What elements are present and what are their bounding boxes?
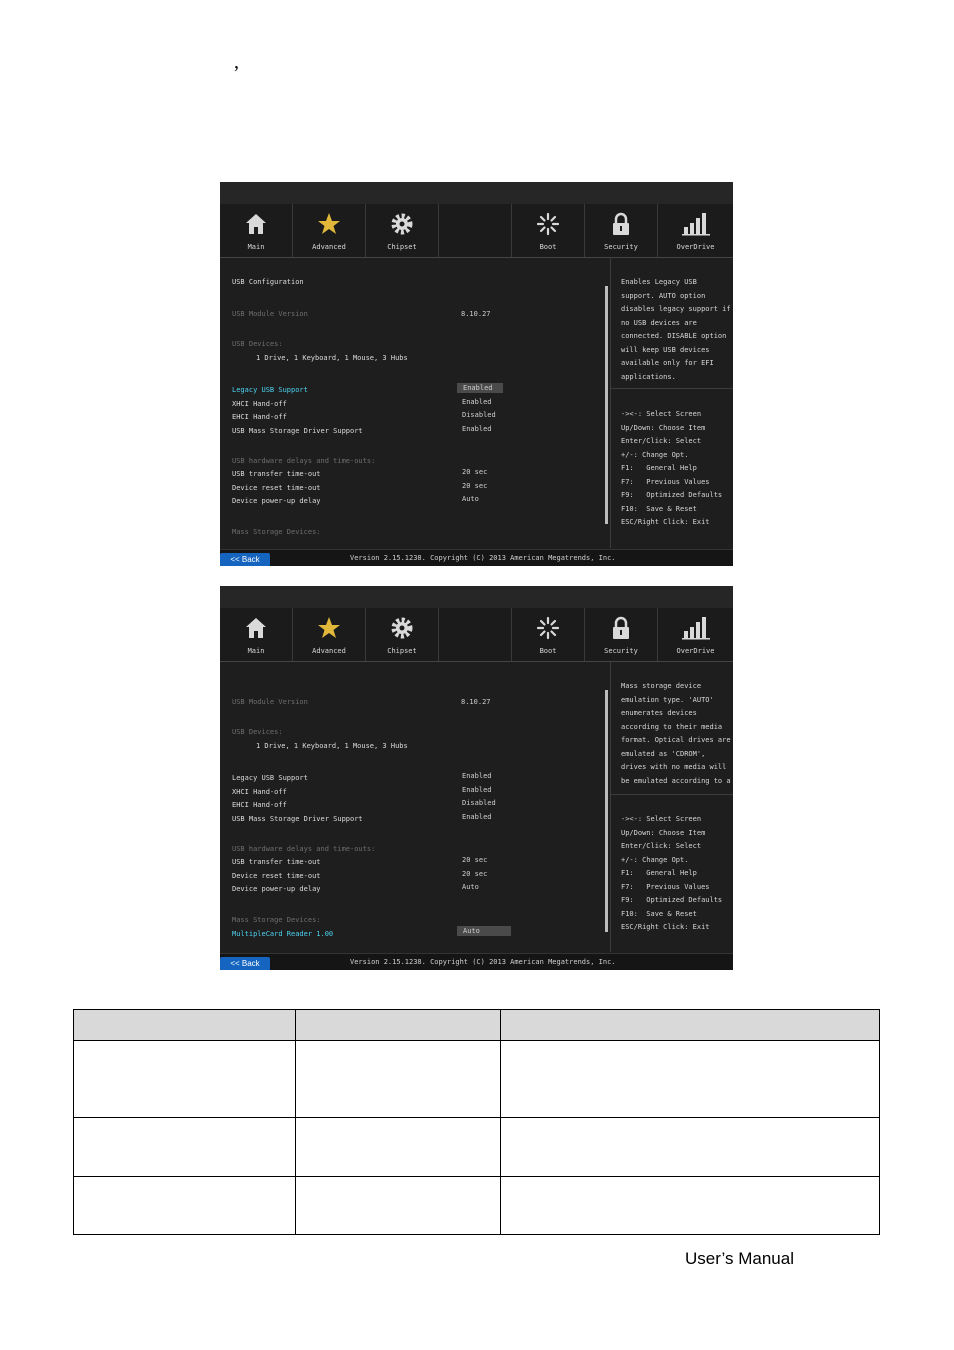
tab-security[interactable]: [585, 608, 658, 661]
tab-label: Advanced: [312, 647, 346, 655]
device-reset-timeout-option[interactable]: Device reset time-out: [232, 484, 321, 492]
mass-storage-devices-label: Mass Storage Devices:: [232, 916, 321, 924]
mass-storage-devices-label: Mass Storage Devices:: [232, 528, 321, 536]
ehci-hand-off-option[interactable]: EHCI Hand-off: [232, 801, 287, 809]
bios-screenshot-mass-storage: [220, 586, 733, 970]
ehci-hand-off-option[interactable]: EHCI Hand-off: [232, 413, 287, 421]
tab-boot[interactable]: [512, 204, 585, 257]
legacy-usb-support-option[interactable]: Legacy USB Support: [232, 386, 308, 394]
help-text: Mass storage device emulation type. 'AUTO' enumerates devices according to their media format. Optical drives are emulated as 'CDROM', drives with no media will be emulated according to a: [621, 682, 731, 785]
usb-module-version-value: 8.10.27: [461, 310, 491, 318]
usb-configuration-title: USB Configuration: [232, 278, 304, 286]
device-power-up-delay-value[interactable]: Auto: [462, 495, 479, 503]
xhci-hand-off-option[interactable]: XHCI Hand-off: [232, 788, 287, 796]
usb-delays-heading: USB hardware delays and time-outs:: [232, 845, 376, 853]
usb-devices-label: USB Devices:: [232, 340, 283, 348]
legacy-usb-support-value[interactable]: Enabled: [457, 383, 503, 393]
usb-mass-storage-driver-value[interactable]: Enabled: [462, 425, 492, 433]
device-reset-timeout-value[interactable]: 20 sec: [462, 482, 488, 490]
settings-scrollbar[interactable]: [605, 690, 608, 932]
settings-scrollbar[interactable]: [605, 286, 608, 524]
table-cell: [296, 1118, 501, 1177]
legacy-usb-support-value[interactable]: Enabled: [462, 772, 492, 780]
table-cell: [74, 1118, 296, 1177]
table-cell: [501, 1177, 880, 1235]
ehci-hand-off-value[interactable]: Disabled: [462, 799, 496, 807]
table-header-cell: [296, 1010, 501, 1041]
usb-transfer-timeout-option[interactable]: USB transfer time-out: [232, 858, 321, 866]
key-legend-item: F7: Previous Values: [621, 882, 710, 891]
bios-footer: [220, 549, 733, 566]
tab-overdrive[interactable]: [658, 608, 733, 661]
settings-description-table: [73, 1009, 880, 1235]
back-button[interactable]: << Back: [220, 553, 270, 566]
key-legend-item: -><-: Select Screen: [621, 410, 702, 418]
usb-module-version-label: USB Module Version: [232, 310, 308, 318]
usb-delays-heading: USB hardware delays and time-outs:: [232, 457, 376, 465]
key-legend-item: F9: Optimized Defaults: [621, 491, 723, 499]
usb-module-version-value: 8.10.27: [461, 698, 491, 706]
bios-settings-panel: [220, 258, 605, 548]
table-cell: [296, 1041, 501, 1118]
stray-mark: ’: [233, 62, 240, 84]
bios-top-bar: [220, 182, 733, 205]
xhci-hand-off-option[interactable]: XHCI Hand-off: [232, 400, 287, 408]
usb-transfer-timeout-value[interactable]: 20 sec: [462, 468, 488, 476]
tab-label: Chipset: [387, 243, 417, 251]
tab-empty: [439, 204, 512, 257]
tab-chipset[interactable]: [366, 204, 439, 257]
usb-transfer-timeout-option[interactable]: USB transfer time-out: [232, 470, 321, 478]
tab-label: OverDrive: [676, 647, 715, 655]
tab-chipset[interactable]: [366, 608, 439, 661]
tab-boot[interactable]: [512, 608, 585, 661]
bios-tab-bar: [220, 608, 733, 662]
usb-transfer-timeout-value[interactable]: 20 sec: [462, 856, 488, 864]
key-legend-item: Enter/Click: Select: [621, 437, 702, 445]
table-cell: [74, 1041, 296, 1118]
ehci-hand-off-value[interactable]: Disabled: [462, 411, 496, 419]
table-header-row: [74, 1010, 880, 1041]
tab-overdrive[interactable]: [658, 204, 733, 257]
bios-screenshot-usb-configuration: [220, 182, 733, 566]
table-header-cell: [501, 1010, 880, 1041]
multiple-card-reader-option[interactable]: MultipleCard Reader 1.00: [232, 930, 334, 938]
device-power-up-delay-option[interactable]: Device power-up delay: [232, 497, 321, 505]
help-text: Enables Legacy USB support. AUTO option disables legacy support if no USB devices are connected. DISABLE option will keep USB devices available only for EFI applications.: [621, 278, 731, 381]
key-legend-item: +/-: Change Opt.: [621, 450, 689, 459]
back-button[interactable]: << Back: [220, 957, 270, 970]
legacy-usb-support-option[interactable]: Legacy USB Support: [232, 774, 308, 782]
manual-footer: User’s Manual: [685, 1249, 794, 1268]
table-cell: [501, 1118, 880, 1177]
key-legend-item: F9: Optimized Defaults: [621, 896, 723, 904]
table-cell: [74, 1177, 296, 1235]
key-legend-item: F7: Previous Values: [621, 477, 710, 486]
table-cell: [501, 1041, 880, 1118]
usb-devices-value: 1 Drive, 1 Keyboard, 1 Mouse, 3 Hubs: [256, 354, 408, 362]
key-legend-item: Up/Down: Choose Item: [621, 423, 706, 432]
tab-security[interactable]: [585, 204, 658, 257]
key-legend-item: ESC/Right Click: Exit: [621, 518, 710, 526]
tab-main[interactable]: [220, 608, 293, 661]
key-legend-item: ESC/Right Click: Exit: [621, 923, 710, 931]
usb-devices-value: 1 Drive, 1 Keyboard, 1 Mouse, 3 Hubs: [256, 742, 408, 750]
version-text: Version 2.15.1238. Copyright (C) 2013 American Megatrends, Inc.: [350, 958, 616, 966]
tab-label: Boot: [539, 243, 557, 251]
tab-empty: [439, 608, 512, 661]
tab-label: OverDrive: [676, 243, 715, 251]
tab-advanced[interactable]: [293, 204, 366, 257]
xhci-hand-off-value[interactable]: Enabled: [462, 398, 492, 406]
device-reset-timeout-option[interactable]: Device reset time-out: [232, 872, 321, 880]
key-legend: [621, 408, 733, 530]
help-divider: [611, 794, 733, 795]
key-legend-item: Enter/Click: Select: [621, 842, 702, 850]
bios-help-panel: [610, 258, 733, 548]
table-cell: [296, 1177, 501, 1235]
bios-tab-bar: [220, 204, 733, 258]
usb-module-version-label: USB Module Version: [232, 698, 308, 706]
table-header-cell: [74, 1010, 296, 1041]
tab-main[interactable]: [220, 204, 293, 257]
usb-mass-storage-driver-value[interactable]: Enabled: [462, 813, 492, 821]
table-row: [74, 1118, 880, 1177]
key-legend-item: Up/Down: Choose Item: [621, 828, 706, 837]
table-row: [74, 1177, 880, 1235]
device-power-up-delay-value[interactable]: Auto: [462, 883, 479, 891]
key-legend-item: F10: Save & Reset: [621, 909, 697, 918]
multiple-card-reader-value[interactable]: Auto: [457, 926, 511, 936]
tab-label: Security: [604, 243, 638, 251]
usb-mass-storage-driver-option[interactable]: USB Mass Storage Driver Support: [232, 815, 363, 823]
bios-help-panel: [610, 662, 733, 952]
tab-label: Advanced: [312, 243, 346, 251]
device-reset-timeout-value[interactable]: 20 sec: [462, 870, 488, 878]
key-legend-item: F1: General Help: [621, 869, 697, 877]
key-legend: [621, 813, 733, 935]
table-row: [74, 1041, 880, 1118]
help-divider: [611, 388, 733, 389]
tab-label: Security: [604, 647, 638, 655]
device-power-up-delay-option[interactable]: Device power-up delay: [232, 885, 321, 893]
bios-footer: [220, 953, 733, 970]
usb-mass-storage-driver-option[interactable]: USB Mass Storage Driver Support: [232, 427, 363, 435]
tab-label: Main: [247, 243, 265, 251]
key-legend-item: +/-: Change Opt.: [621, 855, 689, 864]
tab-advanced[interactable]: [293, 608, 366, 661]
tab-label: Main: [247, 647, 265, 655]
xhci-hand-off-value[interactable]: Enabled: [462, 786, 492, 794]
tab-label: Chipset: [387, 647, 417, 655]
usb-devices-label: USB Devices:: [232, 728, 283, 736]
tab-label: Boot: [539, 647, 557, 655]
key-legend-item: -><-: Select Screen: [621, 815, 702, 823]
bios-top-bar: [220, 586, 733, 609]
bios-settings-panel: [220, 662, 605, 952]
key-legend-item: F1: General Help: [621, 464, 697, 472]
key-legend-item: F10: Save & Reset: [621, 504, 697, 513]
version-text: Version 2.15.1238. Copyright (C) 2013 American Megatrends, Inc.: [350, 554, 616, 562]
